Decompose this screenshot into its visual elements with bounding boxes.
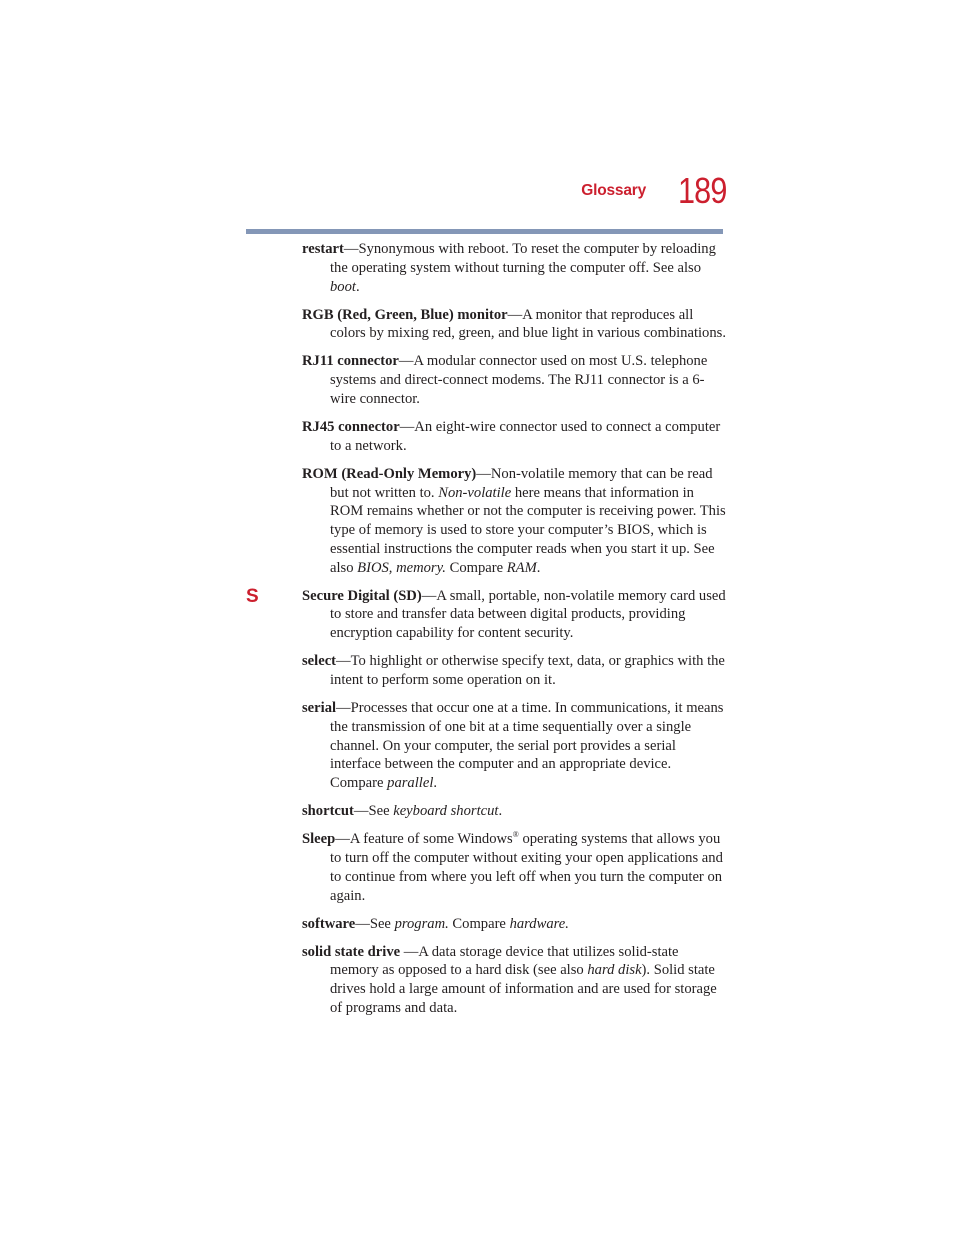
definition: To highlight or otherwise specify text, data, or graphics with the intent to perform some operation on it. (330, 653, 725, 689)
glossary-entry-rj11-connector: RJ11 connector—A modular connector used on most U.S. telephone systems and direct-connect modems. The RJ11 connector is a 6-wire connector. (302, 353, 708, 407)
section-letter-marker: S (246, 585, 259, 607)
glossary-entry-rgb-monitor: RGB (Red, Green, Blue) monitor—A monitor that reproduces all colors by mixing red, green, and blue light in various combinations. (302, 306, 726, 342)
page-number: 189 (678, 170, 727, 211)
definition: A feature of some Windows (349, 831, 513, 848)
definition: A small, portable, non-volatile memory card used to store and transfer data between digital products, providing encryption capability for content security. (330, 587, 726, 642)
definition: Processes that occur one at a time. In communications, it means the transmission of one bit at a time sequentially over a single channel. On your computer, the serial port provides a serial interface between the computer and an appropriate device. Compare (330, 700, 724, 792)
glossary-entry-sleep: Sleep—A feature of some Windows® operating systems that allows you to turn off the computer without exiting your open applications and to continue from where you left off when you turn the computer on again. (302, 830, 723, 904)
cross-reference: hard disk (587, 962, 642, 979)
definition: A modular connector used on most U.S. telephone systems and direct-connect modems. The RJ11 connector is a 6-wire connector. (330, 353, 708, 407)
registered-mark: ® (512, 830, 519, 840)
glossary-entry-rj45-connector: RJ45 connector—An eight-wire connector used to connect a computer to a network. (302, 418, 721, 454)
glossary-list (246, 240, 726, 1027)
definition: See (369, 915, 395, 932)
cross-reference: RAM (506, 559, 537, 576)
glossary-entry-secure-digital: S Secure Digital (SD)—A small, portable, non-volatile memory card used to store and transfer data between digital products, providing encryption capability for content security. (246, 585, 726, 642)
running-header-section: Glossary (581, 182, 646, 199)
term: ROM (Read-Only Memory) (302, 465, 477, 482)
cross-reference: boot (330, 278, 356, 295)
definition: Synonymous with reboot. To reset the computer by reloading the operating system without turning the computer off. See also (330, 241, 716, 276)
glossary-entry-restart: restart—Synonymous with reboot. To reset the computer by reloading the operating system without turning the computer off. See also boot. (302, 241, 716, 295)
glossary-entry-solid-state-drive: solid state drive —A data storage device that utilizes solid-state memory as opposed to a hard disk (see also hard disk). Solid state drives hold a large amount of information and are used for storage of programs and data. (302, 943, 717, 1016)
cross-reference: hardware. (509, 915, 569, 932)
term: software (302, 915, 356, 932)
term: restart (302, 241, 344, 257)
term: RJ45 connector (302, 418, 400, 435)
term: Sleep (302, 831, 336, 848)
emphasis: Non-volatile (438, 484, 512, 501)
glossary-entry-serial: serial—Processes that occur one at a time. In communications, it means the transmission of one bit at a time sequentially over a single channel. On your computer, the serial port provides a serial interface between the computer and an appropriate device. Compare parallel. (302, 700, 724, 792)
term: Secure Digital (SD) (302, 587, 422, 604)
definition: See (368, 803, 394, 820)
term: shortcut (302, 803, 354, 820)
cross-reference: BIOS, memory. (357, 559, 446, 576)
glossary-entry-rom: ROM (Read-Only Memory)—Non-volatile memory that can be read but not written to. Non-volatile here means that information in ROM remains whether or not the computer is receiving power. This type of memory is used to store your computer’s BIOS, which is essential instructions the computer reads when you start it up. See also BIOS, memory. Compare RAM. (302, 465, 726, 576)
header-rule (246, 229, 723, 234)
term: serial (302, 700, 337, 717)
glossary-entry-software: software—See program. Compare hardware. (302, 915, 569, 932)
term: RJ11 connector (302, 353, 399, 370)
glossary-entry-select: select—To highlight or otherwise specify text, data, or graphics with the intent to perform some operation on it. (302, 653, 725, 689)
definition: An eight-wire connector used to connect a computer to a network. (330, 418, 721, 454)
glossary-entry-shortcut: shortcut—See keyboard shortcut. (302, 803, 503, 820)
definition: A data storage device that utilizes solid-state memory as opposed to a hard disk (see also (330, 943, 679, 979)
definition: A monitor that reproduces all colors by mixing red, green, and blue light in various combinations. (330, 306, 726, 342)
cross-reference: program. (394, 915, 449, 932)
term: select (302, 653, 337, 670)
cross-reference: keyboard shortcut (393, 803, 499, 820)
term: solid state drive (302, 943, 401, 960)
definition: Non-volatile memory that can be read but not written to. (330, 465, 713, 501)
term: RGB (Red, Green, Blue) monitor (302, 306, 508, 323)
cross-reference: parallel (387, 775, 434, 792)
